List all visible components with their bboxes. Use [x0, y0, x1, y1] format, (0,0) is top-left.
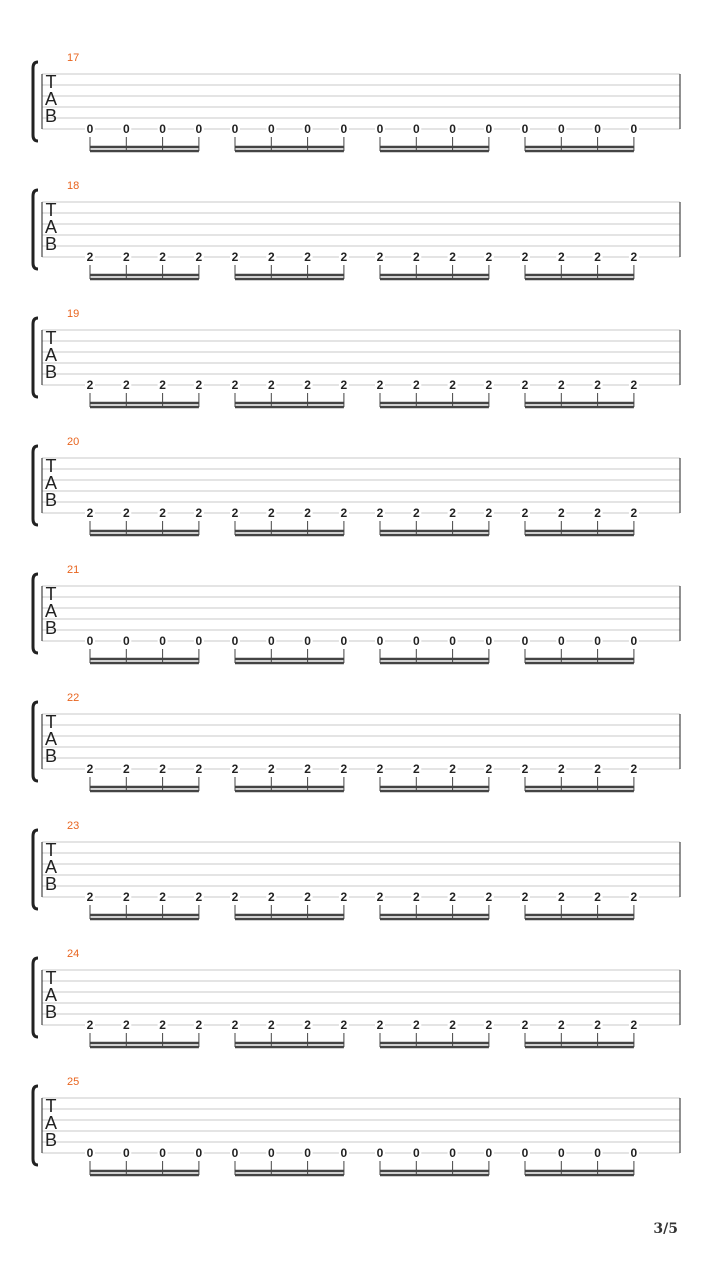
fret-number: 2 — [557, 250, 565, 264]
tab-system — [33, 436, 680, 535]
fret-number: 0 — [521, 1146, 529, 1160]
tab-clef-letter: T — [45, 840, 57, 860]
fret-number: 2 — [231, 1018, 239, 1032]
fret-number: 2 — [195, 890, 203, 904]
fret-number: 2 — [267, 890, 275, 904]
tab-clef-letter: A — [44, 729, 58, 749]
tab-clef-letter: B — [44, 490, 58, 510]
fret-number: 2 — [449, 890, 456, 904]
fret-number: 2 — [231, 250, 239, 264]
fret-number: 0 — [557, 122, 565, 136]
fret-number: 2 — [304, 378, 311, 392]
fret-number: 0 — [86, 1146, 94, 1160]
fret-number: 2 — [630, 250, 638, 264]
fret-number: 2 — [122, 378, 130, 392]
fret-number: 2 — [304, 762, 311, 776]
fret-number: 2 — [521, 506, 529, 520]
fret-number: 2 — [594, 762, 601, 776]
fret-number: 2 — [630, 762, 638, 776]
fret-number: 0 — [267, 122, 275, 136]
fret-number: 2 — [159, 250, 166, 264]
tab-system — [33, 52, 680, 151]
fret-number: 2 — [557, 506, 565, 520]
fret-number: 2 — [630, 506, 638, 520]
tab-clef-letter: B — [44, 234, 58, 254]
fret-number: 0 — [412, 634, 420, 648]
fret-number: 2 — [267, 1018, 275, 1032]
fret-number: 2 — [267, 378, 275, 392]
tab-clef-letter: A — [44, 985, 58, 1005]
tab-clef-letter: T — [45, 72, 57, 92]
fret-number: 2 — [195, 378, 203, 392]
fret-number: 2 — [340, 250, 348, 264]
fret-number: 2 — [412, 762, 420, 776]
fret-number: 0 — [195, 1146, 203, 1160]
fret-number: 0 — [376, 1146, 384, 1160]
tab-clef-letter: T — [45, 968, 57, 988]
fret-number: 2 — [521, 762, 529, 776]
tab-clef-letter: T — [45, 712, 57, 732]
fret-number: 2 — [521, 1018, 529, 1032]
fret-number: 2 — [340, 506, 348, 520]
fret-number: 2 — [449, 762, 456, 776]
fret-number: 2 — [485, 378, 493, 392]
fret-number: 0 — [340, 634, 348, 648]
system-bracket — [33, 62, 38, 141]
fret-number: 0 — [557, 634, 565, 648]
fret-number: 2 — [86, 506, 94, 520]
fret-number: 2 — [449, 506, 456, 520]
system-bracket — [33, 190, 38, 269]
fret-number: 0 — [86, 122, 94, 136]
fret-number: 2 — [304, 250, 311, 264]
fret-number: 0 — [594, 1146, 601, 1160]
fret-number: 2 — [195, 1018, 203, 1032]
fret-number: 2 — [340, 762, 348, 776]
fret-number: 2 — [449, 1018, 456, 1032]
fret-number: 2 — [231, 890, 239, 904]
system-bracket — [33, 318, 38, 397]
fret-number: 2 — [376, 890, 384, 904]
fret-number: 2 — [557, 1018, 565, 1032]
fret-number: 2 — [267, 250, 275, 264]
system-bracket — [33, 830, 38, 909]
system-bracket — [33, 958, 38, 1037]
tab-clef-letter: T — [45, 1096, 57, 1116]
tab-clef-letter: B — [44, 746, 58, 766]
tab-clef-letter: A — [44, 473, 58, 493]
fret-number: 2 — [594, 1018, 601, 1032]
fret-number: 2 — [485, 890, 493, 904]
tab-clef-letter: B — [44, 362, 58, 382]
tab-clef-letter: T — [45, 456, 57, 476]
fret-number: 2 — [122, 1018, 130, 1032]
tab-clef-letter: A — [44, 1113, 58, 1133]
fret-number: 0 — [159, 1146, 166, 1160]
system-bracket — [33, 574, 38, 653]
measure-number: 17 — [67, 52, 80, 64]
tab-clef-letter: T — [45, 200, 57, 220]
fret-number: 2 — [340, 378, 348, 392]
fret-number: 2 — [86, 378, 94, 392]
fret-number: 0 — [159, 122, 166, 136]
fret-number: 2 — [86, 1018, 94, 1032]
fret-number: 2 — [485, 1018, 493, 1032]
fret-number: 2 — [557, 890, 565, 904]
fret-number: 2 — [376, 250, 384, 264]
fret-number: 2 — [376, 506, 384, 520]
fret-number: 2 — [376, 762, 384, 776]
fret-number: 0 — [594, 122, 601, 136]
fret-number: 0 — [449, 1146, 456, 1160]
fret-number: 2 — [231, 506, 239, 520]
fret-number: 2 — [376, 1018, 384, 1032]
tab-system — [33, 564, 680, 663]
fret-number: 2 — [86, 890, 94, 904]
fret-number: 2 — [122, 250, 130, 264]
fret-number: 2 — [340, 1018, 348, 1032]
tab-clef-letter: A — [44, 601, 58, 621]
fret-number: 0 — [304, 122, 311, 136]
fret-number: 2 — [594, 250, 601, 264]
measure-number: 20 — [67, 436, 80, 448]
fret-number: 0 — [159, 634, 166, 648]
tab-clef-letter: A — [44, 857, 58, 877]
measure-number: 19 — [67, 308, 80, 320]
measure-number: 25 — [67, 1076, 80, 1088]
tab-clef-letter: B — [44, 106, 58, 126]
fret-number: 0 — [412, 122, 420, 136]
fret-number: 2 — [485, 250, 493, 264]
tab-clef-letter: A — [44, 217, 58, 237]
tab-clef-letter: T — [45, 584, 57, 604]
measure-number: 21 — [67, 564, 80, 576]
fret-number: 0 — [630, 1146, 638, 1160]
tab-clef-letter: B — [44, 874, 58, 894]
tab-clef-letter: B — [44, 1002, 58, 1022]
fret-number: 0 — [195, 634, 203, 648]
tab-system — [33, 180, 680, 279]
fret-number: 2 — [594, 890, 601, 904]
measure-number: 18 — [67, 180, 80, 192]
fret-number: 0 — [86, 634, 94, 648]
fret-number: 0 — [195, 122, 203, 136]
fret-number: 2 — [485, 762, 493, 776]
fret-number: 0 — [594, 634, 601, 648]
tab-system — [33, 1076, 680, 1175]
tab-system — [33, 692, 680, 791]
fret-number: 2 — [231, 762, 239, 776]
system-bracket — [33, 702, 38, 781]
fret-number: 0 — [485, 1146, 493, 1160]
fret-number: 0 — [630, 634, 638, 648]
tab-system — [33, 820, 680, 919]
fret-number: 2 — [122, 506, 130, 520]
fret-number: 2 — [340, 890, 348, 904]
fret-number: 0 — [340, 122, 348, 136]
fret-number: 2 — [195, 762, 203, 776]
fret-number: 0 — [557, 1146, 565, 1160]
fret-number: 0 — [122, 1146, 130, 1160]
fret-number: 2 — [267, 762, 275, 776]
tab-clef-letter: B — [44, 1130, 58, 1150]
tab-system — [33, 308, 680, 407]
fret-number: 0 — [304, 634, 311, 648]
fret-number: 2 — [304, 890, 311, 904]
fret-number: 2 — [122, 762, 130, 776]
fret-number: 0 — [521, 122, 529, 136]
fret-number: 2 — [304, 1018, 311, 1032]
fret-number: 2 — [594, 506, 601, 520]
fret-number: 2 — [159, 762, 166, 776]
fret-number: 0 — [630, 122, 638, 136]
tab-clef-letter: A — [44, 89, 58, 109]
fret-number: 2 — [449, 250, 456, 264]
fret-number: 0 — [122, 122, 130, 136]
tab-system — [33, 948, 680, 1047]
fret-number: 2 — [412, 890, 420, 904]
fret-number: 2 — [594, 378, 601, 392]
fret-number: 0 — [449, 634, 456, 648]
fret-number: 2 — [630, 378, 638, 392]
fret-number: 0 — [412, 1146, 420, 1160]
fret-number: 0 — [231, 122, 239, 136]
fret-number: 0 — [122, 634, 130, 648]
fret-number: 0 — [485, 122, 493, 136]
fret-number: 0 — [449, 122, 456, 136]
fret-number: 0 — [231, 1146, 239, 1160]
fret-number: 2 — [521, 890, 529, 904]
fret-number: 2 — [86, 762, 94, 776]
fret-number: 2 — [412, 378, 420, 392]
fret-number: 2 — [86, 250, 94, 264]
system-bracket — [33, 446, 38, 525]
fret-number: 2 — [304, 506, 311, 520]
fret-number: 2 — [557, 378, 565, 392]
fret-number: 2 — [449, 378, 456, 392]
fret-number: 0 — [376, 634, 384, 648]
page-number: 3/5 — [653, 1221, 678, 1237]
fret-number: 0 — [485, 634, 493, 648]
fret-number: 0 — [304, 1146, 311, 1160]
measure-number: 23 — [67, 820, 80, 832]
fret-number: 2 — [159, 378, 166, 392]
fret-number: 0 — [340, 1146, 348, 1160]
fret-number: 2 — [557, 762, 565, 776]
fret-number: 2 — [267, 506, 275, 520]
fret-number: 0 — [231, 634, 239, 648]
fret-number: 2 — [195, 506, 203, 520]
fret-number: 2 — [521, 378, 529, 392]
fret-number: 2 — [122, 890, 130, 904]
fret-number: 0 — [267, 634, 275, 648]
tab-clef-letter: A — [44, 345, 58, 365]
tab-clef-letter: B — [44, 618, 58, 638]
fret-number: 2 — [412, 506, 420, 520]
fret-number: 0 — [267, 1146, 275, 1160]
fret-number: 0 — [376, 122, 384, 136]
measure-number: 24 — [67, 948, 80, 960]
fret-number: 2 — [521, 250, 529, 264]
fret-number: 2 — [159, 890, 166, 904]
fret-number: 2 — [195, 250, 203, 264]
fret-number: 2 — [231, 378, 239, 392]
fret-number: 2 — [376, 378, 384, 392]
fret-number: 2 — [412, 250, 420, 264]
fret-number: 2 — [412, 1018, 420, 1032]
fret-number: 2 — [630, 890, 638, 904]
fret-number: 2 — [159, 1018, 166, 1032]
fret-number: 0 — [521, 634, 529, 648]
system-bracket — [33, 1086, 38, 1165]
fret-number: 2 — [485, 506, 493, 520]
fret-number: 2 — [630, 1018, 638, 1032]
measure-number: 22 — [67, 692, 80, 704]
tab-clef-letter: T — [45, 328, 57, 348]
fret-number: 2 — [159, 506, 166, 520]
